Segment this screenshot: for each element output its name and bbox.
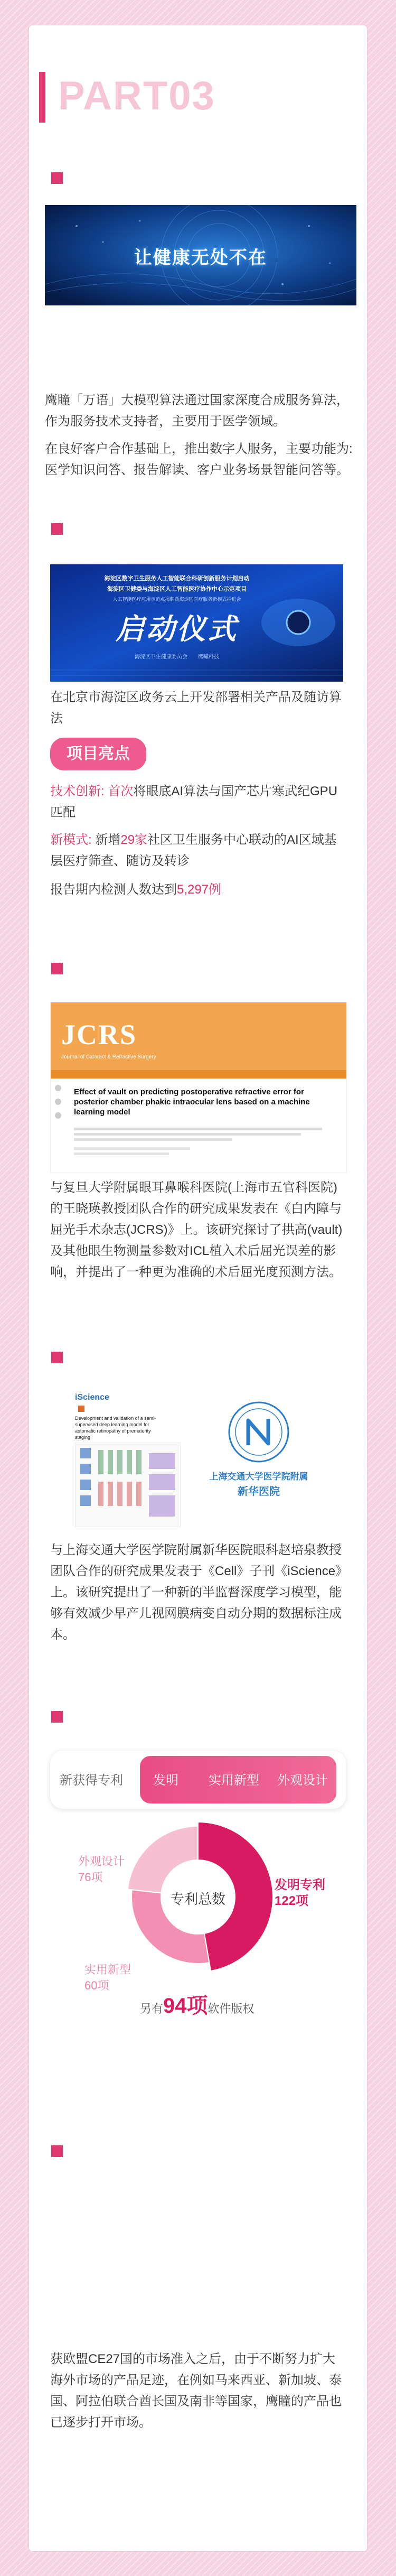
sec2-caption: 在北京市海淀区政务云上开发部署相关产品及随访算法 (50, 690, 342, 726)
pie-center-label: 专利总数 (170, 1891, 225, 1907)
tab-invention[interactable]: 发明 (153, 1773, 178, 1788)
legend-utility-value: 60项 (84, 1979, 109, 1992)
other-post: 软件版权 (208, 2002, 254, 2015)
section-marker-6 (51, 2145, 63, 2157)
launch-ceremony-image (50, 564, 343, 682)
highlights-button: 项目亮点 (50, 738, 146, 770)
legend-utility (84, 1962, 131, 1994)
ceremony-line-1: 海淀区数字卫生服务人工智能联合科研创新服务计划启动 (104, 575, 250, 582)
item-model-highlight: 29家 (120, 833, 148, 847)
section-marker-2 (51, 523, 63, 535)
section-marker-4 (51, 1352, 63, 1363)
sec2-item-tech (50, 781, 346, 823)
patent-tabs (50, 1751, 346, 1809)
legend-design-value: 76项 (78, 1871, 103, 1884)
sec4-paragraph: 与上海交通大学医学院附属新华医院眼科赵培泉教授团队合作的研究成果发表于《Cell》子刊《iScience》上。该研究提出了一种新的半监督深度学习模型，能够有效减少早产儿视网膜病变自动分期的数据标注成本。 (50, 1543, 342, 1642)
part-accent-bar (39, 72, 45, 123)
tab-utility[interactable]: 实用新型 (209, 1773, 259, 1788)
legend-utility-name: 实用新型 (84, 1963, 131, 1976)
jcrs-logo: JCRS (61, 1019, 137, 1050)
legend-invention-name: 发明专利 (275, 1878, 325, 1892)
software-copyright-note (140, 1994, 254, 2021)
sec1-paragraph-2: 在良好客户合作基础上，推出数字人服务，主要功能为:医学知识问答、报告解读、客户业务场景智能问答等。 (45, 442, 353, 477)
sec2-item-count (50, 879, 346, 900)
item-model-label: 新模式: (50, 833, 96, 847)
item-model-text: 社区卫生服务中心联动的AI区域基层医疗筛查、随访及转诊 (50, 833, 337, 868)
legend-design (78, 1854, 125, 1885)
xinhua-hospital-logo (227, 1400, 290, 1464)
health-banner-text: 让健康无处不在 (134, 248, 267, 268)
tab-new-patents: 新获得专利 (60, 1773, 123, 1788)
tab-design[interactable]: 外观设计 (277, 1773, 328, 1788)
hospital-name-line2: 新华医院 (238, 1486, 280, 1498)
other-number: 94项 (163, 1994, 208, 2017)
legend-design-name: 外观设计 (78, 1855, 125, 1868)
sec3-paragraph: 与复旦大学附属眼耳鼻喉科医院(上海市五官科医院)的王晓瑛教授团队合作的研究成果发表在《白内障与屈光手术杂志(JCRS)》上。该研究探讨了拱高(vault)及其他眼生物测量参数对ICL植入术后屈光误差的影响，并提出了一种更为准确的术后屈光度预测方法。 (50, 1180, 343, 1279)
ceremony-title: 启动仪式 (116, 613, 238, 645)
item-tech-highlight: 首次 (108, 784, 134, 798)
sec6-paragraph: 获欧盟CE27国的市场准入之后，由于不断努力扩大海外市场的产品足迹，在例如马来西亚、新加坡、泰国、阿拉伯联合酋长国及南非等国家，鹰瞳的产品也已逐步打开市场。 (50, 2352, 342, 2430)
iscience-article-image (74, 1390, 327, 1532)
jcrs-subtitle: Journal of Cataract & Refractive Surgery (61, 1054, 156, 1060)
hospital-name-line1: 上海交通大学医学院附属 (209, 1472, 308, 1482)
part-title: PART03 (58, 73, 215, 118)
section-marker-1 (51, 172, 63, 184)
section-marker-3 (51, 963, 63, 974)
other-pre: 另有 (140, 2002, 164, 2015)
jcrs-article-image (50, 1002, 347, 1173)
health-banner-image (45, 205, 356, 305)
ceremony-organizers: 海淀区卫生健康委员会 鹰瞳科技 (135, 654, 219, 660)
sec1-paragraph-1: 鹰瞳「万语」大模型算法通过国家深度合成服务算法，作为服务技术支持者，主要用于医学领域。 (45, 393, 349, 429)
legend-invention (275, 1877, 325, 1909)
iscience-paper-title: Development and validation of a semi-supervised deep learning model for automatic retinopathy of prematurity staging (75, 1416, 156, 1440)
sec2-item-model (50, 830, 346, 872)
jcrs-paper-title: Effect of vault on predicting postoperative refractive error for posterior chamber phakic intraocular lens based on a machine learning model (74, 1087, 310, 1117)
item-model-pre: 新增 (95, 833, 121, 847)
ceremony-line-3: 人工智能医疗应用示范点揭牌暨海淀区医疗服务新模式推进会 (112, 597, 241, 602)
item-count-text: 报告期内检测人数达到 (50, 882, 177, 897)
iscience-logo: iScience (75, 1393, 109, 1402)
legend-invention-value: 122项 (275, 1894, 309, 1908)
item-tech-text: 将眼底AI算法与国产芯片寒武纪GPU匹配 (50, 784, 338, 820)
section-marker-5 (51, 1711, 63, 1723)
ceremony-line-2: 海淀区卫健委与海淀区人工智能医疗协作中心示范项目 (107, 586, 247, 592)
item-tech-label: 技术创新: (50, 784, 108, 798)
item-count-highlight: 5,297例 (177, 882, 222, 897)
